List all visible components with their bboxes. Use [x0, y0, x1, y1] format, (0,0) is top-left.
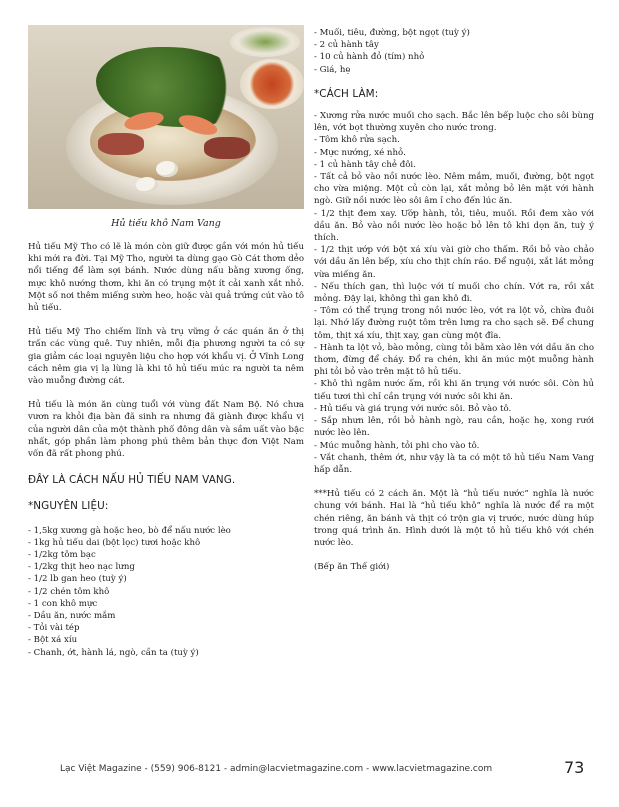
- step-item: - 1 củ hành tây chẻ đôi.: [314, 159, 416, 170]
- step-item: - Tôm có thể trụng trong nồi nước lèo, vớt ra lột vỏ, chừa đuôi lại. Nhớ lấy đường ruột tôm trên lưng ra cho sạch sẽ. Để chung tôm, thịt xá xíu, thịt xay, gan cùng một đĩa.: [314, 306, 594, 341]
- paragraph: Hủ tiếu Mỹ Tho chiếm lĩnh và trụ vững ở các quán ăn ở thị trấn các vùng quê. Tuy nhiên, mỗi địa phương người ta có sự gia giảm các loại nguyên liệu cho hợp với khẩu vị. Ở Vĩnh Long cách nêm gia vị lạ lùng là khi tô hủ tiếu múc ra người ta nêm vào muỗng đường cát.: [28, 327, 304, 387]
- herb-plate: [230, 27, 300, 57]
- paragraph: Hủ tiếu là món ăn cùng tuổi với vùng đất Nam Bộ. Nó chưa vươn ra khỏi địa bàn đã sinh ra nhưng đã giành được khẩu vị của người dân của một thành phố đông dân và sầm uất vào bậc nhất, góp phần làm phong phú thêm bản thực đơn Việt Nam vốn đã rất phong phú.: [28, 400, 304, 460]
- ingredient-item: - Chanh, ớt, hành lá, ngò, cần ta (tuỳ ý): [28, 647, 199, 658]
- step-item: - Tôm khô rửa sạch.: [314, 135, 400, 146]
- method-heading: *CÁCH LÀM:: [314, 87, 379, 100]
- ingredient-item: - Giá, hẹ: [314, 64, 351, 75]
- ingredient-item: - 1/2kg thịt heo nạc lưng: [28, 562, 135, 573]
- ingredient-item: - 1/2kg tôm bạc: [28, 550, 96, 561]
- step-item: - Vắt chanh, thêm ớt, như vậy là ta có một tô hủ tiếu Nam Vang hấp dẫn.: [314, 452, 594, 475]
- step-item: - Nếu thích gan, thì luộc với tí muối cho chín. Vớt ra, rồi xắt mỏng. Đậy lại, không thì gan khô đi.: [314, 281, 594, 305]
- ingredient-item: - 2 củ hành tây: [314, 40, 379, 51]
- page-number: 73: [564, 758, 585, 777]
- source-credit: (Bếp ăn Thế giới): [314, 562, 390, 573]
- section-heading: ĐÂY LÀ CÁCH NẤU HỦ TIẾU NAM VANG.: [28, 474, 236, 487]
- note-paragraph: ***Hủ tiếu có 2 cách ăn. Một là “hủ tiếu nước” nghĩa là nước chung với bánh. Hai là “hủ tiếu khô” nghĩa là nước để ra một chén riêng, ăn bánh và thịt có trộn gia vị trước, nước dùng húp trong quá trình ăn. Hình dưới là một tô hủ tiếu khô với chén nước lèo.: [314, 489, 594, 548]
- step-item: - Sắp nhưn lên, rồi bỏ hành ngò, rau cần, hoặc hẹ, xong rưới nước lèo lên.: [314, 416, 594, 439]
- footer-contact: Lạc Việt Magazine - (559) 906-8121 - admin@lacvietmagazine.com - www.lacvietmagazine.com: [60, 764, 493, 774]
- ingredient-list: [28, 525, 304, 659]
- sauce-bowl: [240, 59, 304, 109]
- quail-egg: [156, 161, 178, 177]
- paragraph: Hủ tiếu Mỹ Tho có lẽ là món còn giữ được gần với món hủ tiếu khi mới ra đời. Tại Mỹ Tho, người ta dùng gạo Gò Cát thơm dẻo nổi tiếng để làm sợi bánh. Nước dùng nấu bằng xương ống, mực khô nướng thơm, khi ăn có trụng một ít cải xanh xắt nhỏ. Một số nơi thêm miếng sườn heo, hoặc vài quả trứng cút vào tô hủ tiếu.: [28, 242, 304, 314]
- ingredient-item: - 10 củ hành đỏ (tím) nhỏ: [314, 52, 425, 63]
- ingredient-item: - Bột xá xíu: [28, 635, 78, 646]
- ingredients-heading: *NGUYÊN LIỆU:: [28, 500, 109, 513]
- pork-slice: [98, 133, 144, 155]
- ingredient-item: - 1/2 lb gan heo (tuỳ ý): [28, 574, 127, 585]
- step-list: [314, 110, 594, 476]
- ingredient-item: - Dầu ăn, nước mắm: [28, 611, 116, 622]
- step-item: - Tất cả bỏ vào nồi nước lèo. Nêm mắm, muối, đường, bột ngọt cho vừa miệng. Một củ còn lại, xắt mỏng bỏ lên mặt với hành ngò. Giữ nồi nước lèo sôi âm ỉ cho đến lúc ăn.: [314, 172, 594, 207]
- ingredient-item: - 1,5kg xương gà hoặc heo, bò để nấu nước lèo: [28, 525, 231, 536]
- step-item: - Múc muỗng hành, tỏi phi cho vào tô.: [314, 440, 480, 451]
- step-item: - Xương rửa nước muối cho sạch. Bắc lên bếp luộc cho sôi bùng lên, vớt bọt thường xuyên cho nước trong.: [314, 111, 594, 134]
- quail-egg: [136, 177, 158, 193]
- food-photo: [28, 25, 304, 209]
- right-column: [314, 27, 594, 573]
- step-item: - Hành ta lột vỏ, bào mỏng, cùng tỏi bằm xào lên với dầu ăn cho thơm, đừng để cháy. Đổ ra chén, khi ăn múc một muỗng hành phi tỏi bỏ vào trên mặt tô hủ tiếu.: [314, 342, 594, 378]
- ingredient-list-continued: [314, 27, 594, 76]
- step-item: - Khô thì ngâm nước ấm, rồi khi ăn trụng với nước sôi. Còn hủ tiếu tươi thì chỉ cần trụng với nước sôi khi ăn.: [314, 379, 594, 402]
- step-item: - Mực nướng, xé nhỏ.: [314, 147, 406, 158]
- ingredient-item: - Tỏi vài tép: [28, 623, 80, 634]
- left-column: [28, 241, 304, 659]
- step-item: - 1/2 thịt đem xay. Ướp hành, tỏi, tiêu, muối. Rồi đem xào với dầu ăn. Bỏ vào nồi nước lèo hoặc bỏ lên tô khi dọn ăn, tuỳ ý thích.: [314, 208, 594, 244]
- step-item: - Hủ tiếu và giá trụng với nước sôi. Bỏ vào tô.: [314, 403, 512, 414]
- photo-caption: Hủ tiếu khô Nam Vang: [111, 218, 221, 229]
- step-item: - 1/2 thịt ướp với bột xá xíu vài giờ cho thấm. Rồi bỏ vào chảo với dầu ăn lên bếp, xíu cho thịt chín ráo. Để nguội, xắt lát mỏng vừa miếng ăn.: [314, 245, 594, 280]
- ingredient-item: - 1kg hủ tiếu dai (bột lọc) tươi hoặc khô: [28, 537, 201, 548]
- ingredient-item: - Muối, tiêu, đường, bột ngọt (tuỳ ý): [314, 28, 470, 38]
- ingredient-item: - 1 con khô mực: [28, 598, 98, 609]
- pork-slice: [204, 137, 250, 159]
- ingredient-item: - 1/2 chén tôm khô: [28, 586, 110, 597]
